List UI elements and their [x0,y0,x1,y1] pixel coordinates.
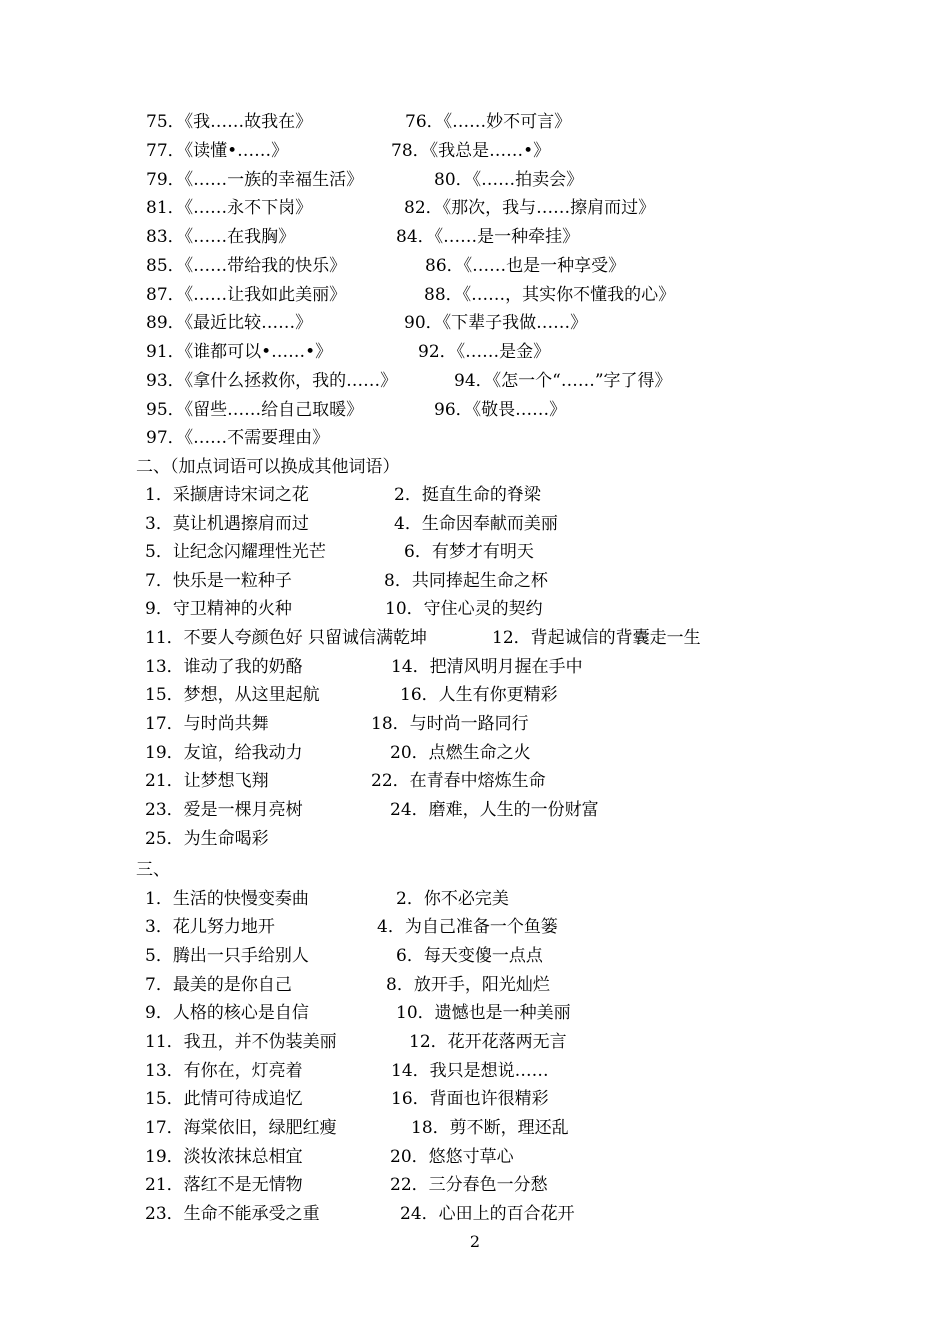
title-item: 86．《……也是一种享受》 [425,256,626,276]
title-item: 18．剪不断，理还乱 [411,1118,569,1138]
section-2-heading: 二、（加点词语可以换成其他词语） [136,457,400,477]
title-item: 93．《拿什么拯救你，我的……》 [146,371,398,391]
title-item: 75．《我……故我在》 [146,112,313,132]
title-item: 1．生活的快慢变奏曲 [145,889,309,909]
title-item: 17．与时尚共舞 [145,714,269,734]
title-item: 6．每天变傻一点点 [396,946,543,966]
section-3-heading: 三、 [136,860,170,880]
title-item: 21．让梦想飞翔 [145,771,269,791]
title-item: 77．《读懂•……》 [146,141,289,161]
title-item: 78．《我总是……•》 [391,141,551,161]
title-item: 80．《……拍卖会》 [434,170,584,190]
title-item: 85．《……带给我的快乐》 [146,256,347,276]
title-item: 10．遗憾也是一种美丽 [396,1003,571,1023]
title-item: 97．《……不需要理由》 [146,428,330,448]
title-item: 10．守住心灵的契约 [385,599,543,619]
title-item: 9．守卫精神的火种 [145,599,292,619]
title-item: 12．花开花落两无言 [409,1032,567,1052]
title-item: 23．生命不能承受之重 [145,1204,320,1224]
title-item: 11．我丑，并不伪装美丽 [145,1032,337,1052]
title-item: 20．悠悠寸草心 [390,1147,514,1167]
title-item: 8．共同捧起生命之杯 [384,571,548,591]
title-item: 7．最美的是你自己 [145,975,292,995]
title-item: 21．落红不是无情物 [145,1175,303,1195]
title-item: 2．你不必完美 [396,889,509,909]
title-item: 15．此情可待成追忆 [145,1089,303,1109]
title-item: 1．采撷唐诗宋词之花 [145,485,309,505]
title-item: 5．让纪念闪耀理性光芒 [145,542,326,562]
title-item: 76．《……妙不可言》 [405,112,572,132]
title-item: 88．《……，其实你不懂我的心》 [424,285,676,305]
title-item: 18．与时尚一路同行 [371,714,529,734]
title-item: 82．《那次，我与……擦肩而过》 [404,198,656,218]
page-number: 2 [469,1232,481,1251]
title-item: 22．三分春色一分愁 [390,1175,548,1195]
title-item: 13．有你在，灯亮着 [145,1061,303,1081]
title-item: 4．为自己准备一个鱼篓 [377,917,558,937]
title-item: 83．《……在我胸》 [146,227,296,247]
title-item: 11．不要人夸颜色好 只留诚信满乾坤 [145,628,428,648]
title-item: 91．《谁都可以•……•》 [146,342,333,362]
title-item: 12．背起诚信的背囊走一生 [492,628,701,648]
title-item: 22．在青春中熔炼生命 [371,771,546,791]
title-item: 89．《最近比较……》 [146,313,313,333]
title-item: 14．我只是想说…… [391,1061,549,1081]
title-item: 5．腾出一只手给别人 [145,946,309,966]
title-item: 16．背面也许很精彩 [391,1089,549,1109]
title-item: 96．《敬畏……》 [434,400,567,420]
title-item: 24．心田上的百合花开 [400,1204,575,1224]
title-item: 19．淡妆浓抹总相宜 [145,1147,303,1167]
title-item: 9．人格的核心是自信 [145,1003,309,1023]
title-item: 6．有梦才有明天 [404,542,534,562]
title-item: 81．《……永不下岗》 [146,198,313,218]
title-item: 15．梦想，从这里起航 [145,685,320,705]
title-item: 3．花儿努力地开 [145,917,275,937]
title-item: 8．放开手，阳光灿烂 [386,975,550,995]
title-item: 17．海棠依旧，绿肥红瘦 [145,1118,337,1138]
title-item: 24．磨难，人生的一份财富 [390,800,599,820]
title-item: 25．为生命喝彩 [145,829,269,849]
title-item: 13．谁动了我的奶酪 [145,657,303,677]
title-item: 14．把清风明月握在手中 [391,657,583,677]
title-item: 4．生命因奉献而美丽 [394,514,558,534]
title-item: 90．《下辈子我做……》 [404,313,588,333]
title-item: 95．《留些……给自己取暖》 [146,400,364,420]
title-item: 92．《……是金》 [418,342,551,362]
title-item: 79．《……一族的幸福生活》 [146,170,364,190]
title-item: 94．《怎一个“……”字了得》 [454,371,672,391]
title-item: 7．快乐是一粒种子 [145,571,292,591]
title-item: 3．莫让机遇擦肩而过 [145,514,309,534]
title-item: 19．友谊，给我动力 [145,743,303,763]
title-item: 20．点燃生命之火 [390,743,531,763]
title-item: 23．爱是一棵月亮树 [145,800,303,820]
title-item: 87．《……让我如此美丽》 [146,285,347,305]
title-item: 2．挺直生命的脊梁 [394,485,541,505]
title-item: 84．《……是一种牵挂》 [396,227,580,247]
title-item: 16．人生有你更精彩 [400,685,558,705]
